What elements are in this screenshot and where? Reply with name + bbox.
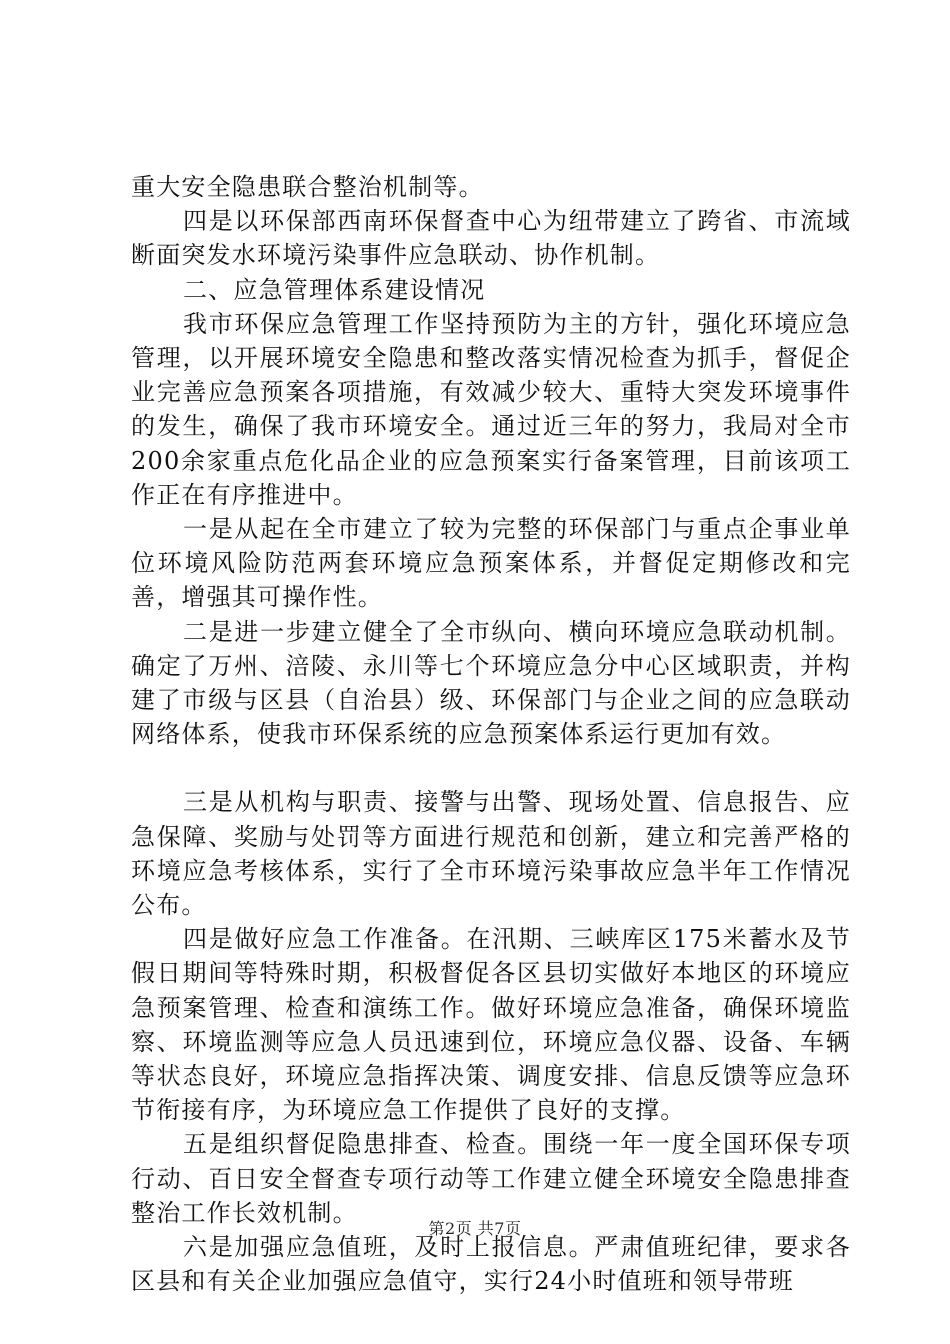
paragraph-point-one: 一是从起在全市建立了较为完整的环保部门与重点企事业单位环境风险防范两套环境应急预案体系，并督促定期修改和完善，增强其可操作性。 xyxy=(131,515,851,612)
paragraph-point-six: 六是加强应急值班，及时上报信息。严肃值班纪律，要求各区县和有关企业加强应急值守，实行24小时值班和领导带班 xyxy=(131,1233,851,1296)
paragraph-gap xyxy=(131,751,851,785)
paragraph-point-four-preparation: 四是做好应急工作准备。在汛期、三峡库区175米蓄水及节假日期间等特殊时期，积极督促各区县切实做好本地区的环境应急预案管理、检查和演练工作。做好环境应急准备，确保环境监察、环境监测等应急人员迅速到位，环境应急仪器、设备、车辆等状态良好，环境应急指挥决策、调度安排、信息反馈等应急环节衔接有序，为环境应急工作提供了良好的支撑。 xyxy=(131,925,851,1125)
paragraph-point-five: 五是组织督促隐患排查、检查。围绕一年一度全国环保专项行动、百日安全督查专项行动等工作建立健全环境安全隐患排查整治工作长效机制。 xyxy=(131,1130,851,1227)
page-footer: 第2页 共7页 xyxy=(428,1219,522,1238)
document-body xyxy=(131,170,851,1299)
paragraph-continuation: 重大安全隐患联合整治机制等。 xyxy=(131,173,484,201)
section-heading-emergency-management: 二、应急管理体系建设情况 xyxy=(183,275,486,304)
paragraph-point-four-coordination: 四是以环保部西南环保督查中心为纽带建立了跨省、市流域断面突发水环境污染事件应急联动、协作机制。 xyxy=(131,207,851,270)
paragraph-point-three: 三是从机构与职责、接警与出警、现场处置、信息报告、应急保障、奖励与处罚等方面进行规范和创新，建立和完善严格的环境应急考核体系，实行了全市环境污染事故应急半年工作情况公布。 xyxy=(131,788,851,920)
paragraph-overview: 我市环保应急管理工作坚持预防为主的方针，强化环境应急管理，以开展环境安全隐患和整改落实情况检查为抓手，督促企业完善应急预案各项措施，有效减少较大、重特大突发环境事件的发生，确保了我市环境安全。通过近三年的努力，我局对全市200余家重点危化品企业的应急预案实行备案管理，目前该项工作正在有序推进中。 xyxy=(131,309,851,509)
paragraph-point-two: 二是进一步建立健全了全市纵向、横向环境应急联动机制。确定了万州、涪陵、永川等七个环境应急分中心区域职责，并构建了市级与区县（自治县）级、环保部门与企业之间的应急联动网络体系，使我市环保系统的应急预案体系运行更加有效。 xyxy=(131,617,851,749)
